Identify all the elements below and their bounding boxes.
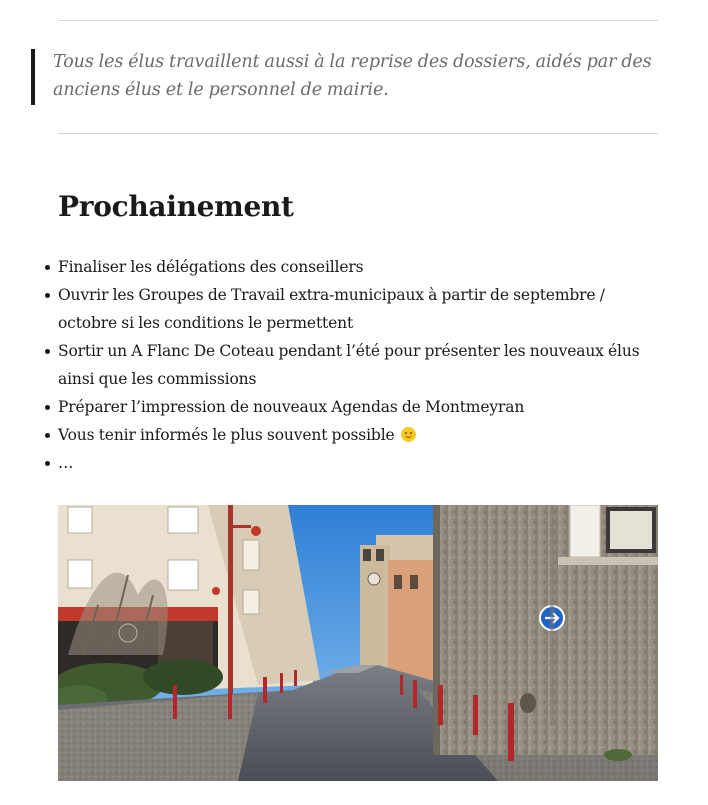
list-item-text: …: [58, 454, 74, 472]
list-item: [58, 421, 658, 449]
list-item: [58, 337, 658, 393]
list-item-text: Vous tenir informés le plus souvent possible: [58, 426, 395, 444]
list-item-text: Finaliser les délégations des conseillers: [58, 258, 364, 276]
list-item-text: Ouvrir les Groupes de Travail extra-municipaux à partir de septembre / octobre si les conditions le permettent: [58, 286, 605, 332]
smiley-face-icon: [401, 427, 416, 442]
pull-quote: [31, 49, 656, 105]
list-item-text: Sortir un A Flanc De Coteau pendant l’été pour présenter les nouveaux élus ainsi que les commissions: [58, 342, 640, 388]
list-item: [58, 393, 658, 421]
street-photo: [58, 505, 658, 781]
upcoming-list: [58, 253, 658, 477]
list-item: [58, 281, 658, 337]
list-item: [58, 449, 658, 477]
section-heading: Prochainement: [58, 190, 294, 223]
section-separator: [58, 133, 658, 134]
list-item: [58, 253, 658, 281]
top-separator: [58, 20, 658, 21]
quote-text: Tous les élus travaillent aussi à la reprise des dossiers, aidés par des anciens élus et le personnel de mairie.: [53, 52, 652, 100]
list-item-text: Préparer l’impression de nouveaux Agendas de Montmeyran: [58, 398, 525, 416]
